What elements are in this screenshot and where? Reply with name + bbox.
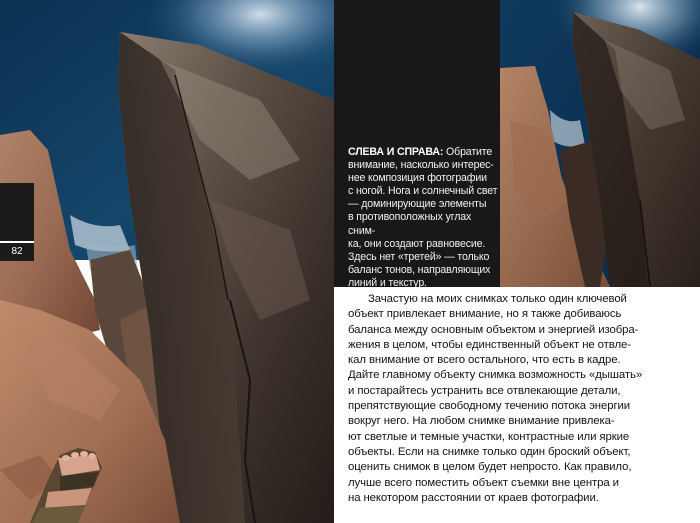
caption-line: Обратите: [443, 146, 493, 158]
caption-heading: СЛЕВА И СПРАВА:: [348, 146, 444, 158]
rocks-with-foot-image: [0, 0, 334, 523]
text-line: вокруг него. На любом снимке внимание привлека-: [348, 415, 615, 428]
main-text: [348, 292, 648, 506]
text-line: Зачастую на моих снимках только один ключевой: [368, 293, 627, 305]
photo-rocks-without-foot: [500, 0, 700, 287]
text-line: лучше всего поместить объект съемки вне центра и: [348, 476, 619, 489]
caption-line: нее композиция фотографии: [348, 172, 487, 185]
caption-line: Здесь нет «третей» — только: [348, 250, 490, 263]
text-line: оценить снимок в целом будет непросто. Как правило,: [348, 461, 632, 474]
page-tab-marker: [0, 183, 34, 241]
caption-line: баланс тонов, направляющих: [348, 263, 491, 276]
page-number-tab: [0, 183, 34, 261]
text-line: объекты. Если на снимке только один броский объект,: [348, 445, 631, 458]
text-line: ют светлые и темные участки, контрастные или яркие: [348, 430, 630, 443]
caption-line: — доминирующие элементы: [348, 198, 487, 211]
text-line: жения в целом, чтобы единственный объект не отвле-: [348, 338, 631, 351]
text-line: и постарайтесь устранить все отвлекающие детали,: [348, 384, 621, 397]
photo-caption: [348, 146, 498, 290]
caption-line: внимание, насколько интерес-: [348, 159, 494, 172]
text-line: Дайте главному объекту снимка возможность «дышать»: [348, 369, 643, 382]
text-line: объект привлекает внимание, но я также добиваюсь: [348, 308, 622, 321]
caption-line: с ногой. Нога и солнечный свет: [348, 185, 498, 198]
text-line: баланса между основным объектом и энергией изобра-: [348, 323, 639, 336]
page-number: 82: [0, 243, 34, 261]
caption-line: линий и текстур.: [348, 276, 427, 289]
rocks-without-foot-image: [500, 0, 700, 287]
caption-line: в противоположных углах сним-: [348, 211, 472, 237]
text-line: препятствующие свободному течению потока энергии: [348, 400, 631, 413]
caption-line: ка, они создают равновесие.: [348, 237, 486, 250]
text-line: кал внимание от всего остального, что есть в кадре.: [348, 354, 621, 367]
photo-rocks-with-foot: [0, 0, 334, 523]
text-line: на некотором расстоянии от краев фотографии.: [348, 491, 599, 504]
